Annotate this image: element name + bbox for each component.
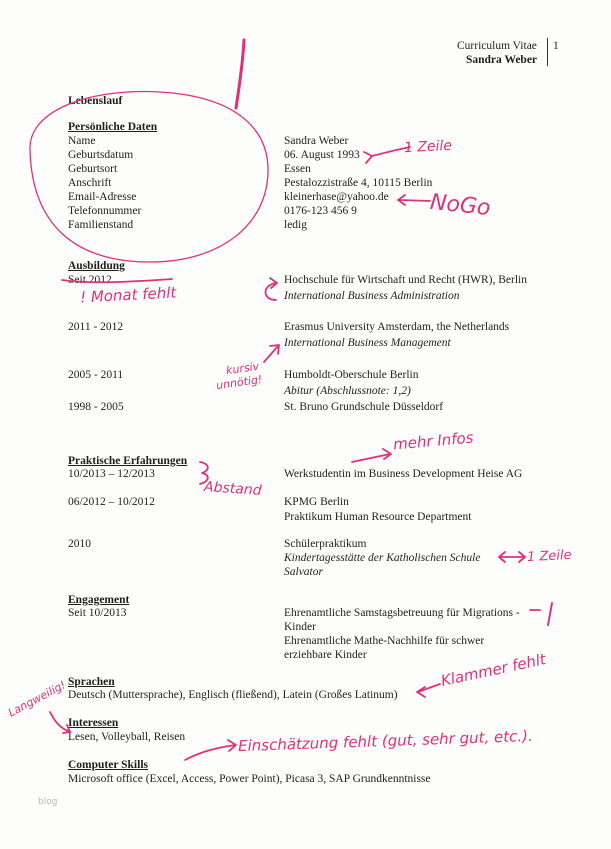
langweilig-arrow [50, 712, 70, 732]
section-experience: Praktische Erfahrungen [68, 455, 188, 467]
annotation-nogo: NoGo [428, 189, 492, 222]
kursiv-arrow [264, 346, 278, 362]
exp-position: KPMG Berlin [284, 496, 349, 508]
label-name: Name [68, 135, 96, 147]
section-personal: Persönliche Daten [68, 121, 158, 133]
exp-position: Werkstudentin im Business Development Heise AG [284, 468, 523, 480]
header-page-number: 1 [553, 40, 559, 52]
value-address: Pestalozzistraße 4, 10115 Berlin [284, 177, 433, 189]
annotation-langweilig: Langweilig! [6, 678, 68, 720]
edu-institution: Erasmus University Amsterdam, the Netherlands [284, 321, 510, 333]
klammer-arrow [418, 684, 440, 692]
value-birthdate: 06. August 1993 [284, 149, 360, 161]
vertical-stroke-mark [236, 40, 244, 108]
annotation-one-line-2: 1 Zeile [526, 547, 572, 566]
label-birthplace: Geburtsort [68, 163, 118, 175]
watermark: blog [38, 797, 58, 807]
exp-detail: Praktikum Human Resource Department [284, 511, 472, 523]
section-engagement: Engagement [68, 594, 130, 606]
section-lebenslauf: Lebenslauf [68, 95, 123, 107]
exp-date: 10/2013 – 12/2013 [68, 468, 155, 480]
edu-date: 2005 - 2011 [68, 369, 124, 381]
languages-text: Deutsch (Muttersprache), Englisch (fließend), Latein (Großes Latinum) [68, 689, 398, 701]
value-phone: 0176-123 456 9 [284, 205, 357, 217]
exp-date: 2010 [68, 538, 91, 550]
exp-detail: Salvator [284, 566, 323, 578]
edu-institution: Hochschule für Wirtschaft und Recht (HWR), Berlin [284, 274, 527, 286]
header-divider [547, 38, 548, 66]
annotation-klammer-fehlt: Klammer fehlt [439, 650, 548, 690]
edu-program: International Business Management [284, 337, 451, 349]
email-arrow [400, 200, 430, 201]
annotation-unnoetig: unnötig! [215, 372, 264, 393]
annotation-kursiv: kursiv [225, 359, 260, 378]
interests-text: Lesen, Volleyball, Reisen [68, 731, 186, 743]
label-marital: Familienstand [68, 219, 134, 231]
engagement-vertical [548, 603, 552, 625]
value-name: Sandra Weber [284, 135, 349, 147]
value-email: kleinerhase@yahoo.de [284, 191, 389, 203]
exp-detail: Kindertagesstätte der Katholischen Schule [284, 552, 481, 564]
header-name: Sandra Weber [466, 54, 538, 66]
exp-position: Schülerpraktikum [284, 538, 367, 550]
section-education: Ausbildung [68, 260, 125, 272]
edu-program: International Business Administration [284, 290, 460, 302]
label-phone: Telefonnummer [68, 205, 142, 217]
personal-data-circle [30, 92, 268, 262]
annotation-monat-fehlt: ! Monat fehlt [79, 283, 177, 307]
annotation-einschaetzung: Einschätzung fehlt (gut, sehr gut, etc.). [237, 726, 534, 756]
engagement-line: Ehrenamtliche Samstagsbetreuung für Migrations - [284, 607, 520, 619]
annotation-abstand: Abstand [203, 479, 263, 499]
edu-institution: St. Bruno Grundschule Düsseldorf [284, 401, 444, 413]
edu-date: 1998 - 2005 [68, 401, 124, 413]
section-languages: Sprachen [68, 676, 115, 688]
computer-text: Microsoft office (Excel, Access, Power Point), Picasa 3, SAP Grundkenntnisse [68, 773, 431, 785]
header-title: Curriculum Vitae [457, 40, 537, 52]
exp-date: 06/2012 – 10/2012 [68, 496, 155, 508]
value-birthplace: Essen [284, 163, 311, 175]
edu-date: Seit 2012 [68, 274, 112, 286]
label-email: Email-Adresse [68, 191, 137, 203]
annotation-mehr-infos: mehr Infos [392, 428, 475, 454]
label-birthdate: Geburtsdatum [68, 149, 134, 161]
engagement-line: Kinder [284, 621, 316, 633]
value-marital: ledig [284, 219, 307, 231]
engagement-line: erziehbare Kinder [284, 649, 367, 661]
edu-date: 2011 - 2012 [68, 321, 124, 333]
hochschule-curved-arrow [266, 283, 277, 300]
edu-institution: Humboldt-Oberschule Berlin [284, 369, 419, 381]
mehr-infos-arrow [352, 454, 390, 462]
annotation-one-line: 1 Zeile [403, 137, 453, 157]
section-computer: Computer Skills [68, 759, 148, 771]
section-interests: Interessen [68, 717, 119, 729]
einschaetzung-arrow [185, 745, 235, 760]
engagement-date: Seit 10/2013 [68, 607, 127, 619]
label-address: Anschrift [68, 177, 112, 189]
engagement-line: Ehrenamtliche Mathe-Nachhilfe für schwer [284, 635, 485, 647]
edu-program: Abitur (Abschlussnote: 1,2) [284, 385, 411, 397]
